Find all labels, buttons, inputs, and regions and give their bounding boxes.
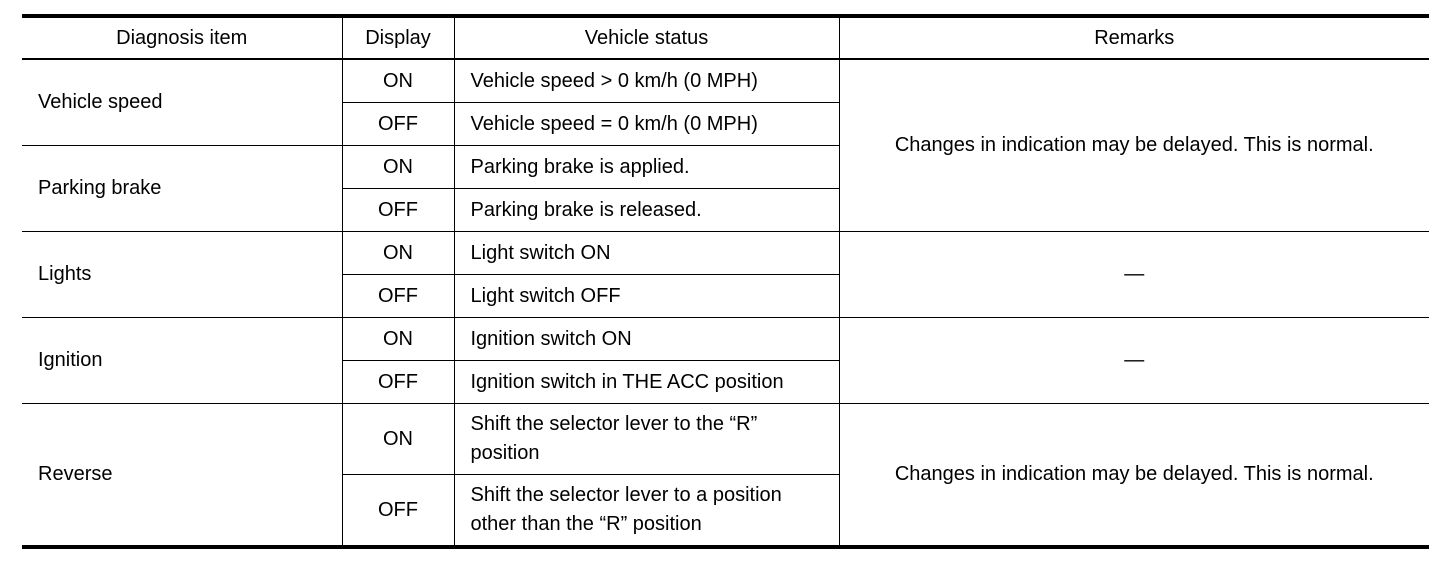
remarks-speed-brake: Changes in indication may be delayed. This is normal. <box>839 59 1429 232</box>
vehicle-status-text: Ignition switch ON <box>454 318 839 361</box>
table-row <box>22 232 1429 275</box>
header-vehicle-status: Vehicle status <box>454 16 839 59</box>
vehicle-status-text: Light switch ON <box>454 232 839 275</box>
vehicle-status-text: Vehicle speed > 0 km/h (0 MPH) <box>454 59 839 103</box>
table-row <box>22 59 1429 103</box>
vehicle-status-text: Parking brake is released. <box>454 189 839 232</box>
remarks-ignition: — <box>839 318 1429 404</box>
header-display: Display <box>342 16 454 59</box>
vehicle-status-text: Shift the selector lever to a position other than the “R” position <box>454 475 839 548</box>
table-row <box>22 404 1429 475</box>
display-value: ON <box>342 318 454 361</box>
display-value: OFF <box>342 275 454 318</box>
header-row <box>22 16 1429 59</box>
diagnosis-table <box>22 14 1429 549</box>
vehicle-status-text: Parking brake is applied. <box>454 146 839 189</box>
display-value: OFF <box>342 361 454 404</box>
display-value: ON <box>342 59 454 103</box>
diagnosis-item-vehicle-speed: Vehicle speed <box>22 59 342 146</box>
vehicle-status-text: Light switch OFF <box>454 275 839 318</box>
display-value: ON <box>342 146 454 189</box>
vehicle-status-text: Shift the selector lever to the “R” position <box>454 404 839 475</box>
diagnosis-item-reverse: Reverse <box>22 404 342 548</box>
display-value: OFF <box>342 189 454 232</box>
display-value: ON <box>342 404 454 475</box>
remarks-reverse: Changes in indication may be delayed. This is normal. <box>839 404 1429 548</box>
remarks-lights: — <box>839 232 1429 318</box>
header-remarks: Remarks <box>839 16 1429 59</box>
vehicle-status-text: Ignition switch in THE ACC position <box>454 361 839 404</box>
vehicle-status-text: Vehicle speed = 0 km/h (0 MPH) <box>454 103 839 146</box>
header-diagnosis-item: Diagnosis item <box>22 16 342 59</box>
display-value: OFF <box>342 475 454 548</box>
diagnosis-item-ignition: Ignition <box>22 318 342 404</box>
table-row <box>22 318 1429 361</box>
diagnosis-item-parking-brake: Parking brake <box>22 146 342 232</box>
display-value: OFF <box>342 103 454 146</box>
diagnosis-item-lights: Lights <box>22 232 342 318</box>
display-value: ON <box>342 232 454 275</box>
